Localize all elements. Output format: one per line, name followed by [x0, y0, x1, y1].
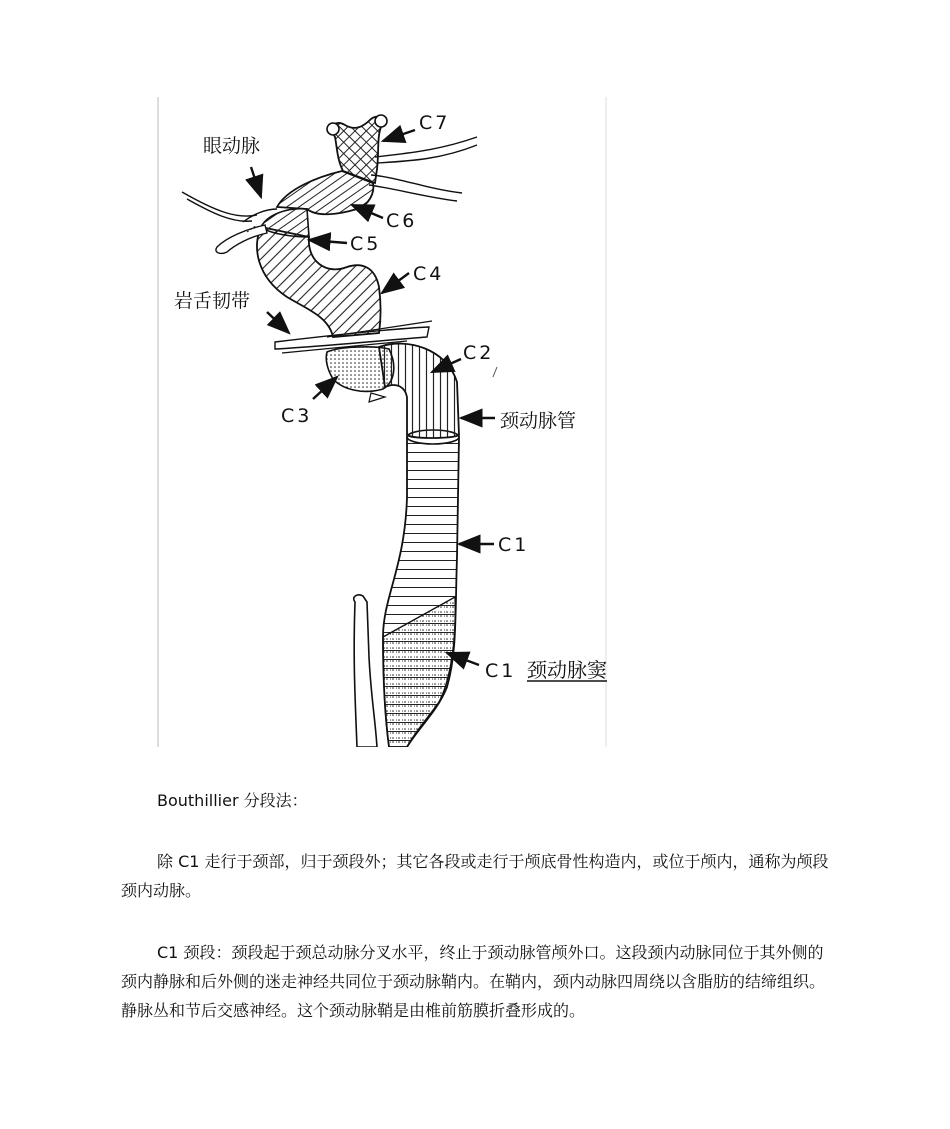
segment-c3 [326, 347, 394, 392]
arrow-c4 [382, 273, 409, 293]
arrow-petrolingual [267, 312, 289, 333]
arrow-c7 [383, 130, 415, 141]
label-c7: C7 [419, 112, 451, 134]
label-c3: C3 [281, 405, 313, 427]
section-heading: Bouthillier 分段法： [157, 791, 308, 810]
label-c5: C5 [350, 233, 382, 255]
label-carotid-sinus: 颈动脉窦 [527, 658, 607, 682]
external-carotid-artery [354, 595, 377, 747]
label-c2: C2 [463, 342, 495, 364]
c3-nub [369, 393, 385, 402]
label-c6: C6 [386, 210, 418, 232]
label-petrolingual-ligament: 岩舌韧带 [174, 290, 251, 312]
arrow-c5 [309, 240, 347, 243]
paragraph-overview: 除 C1 走行于颈部，归于颈段外；其它各段或走行于颅底骨性构造内，或位于颅内，通称为颅段颈内动脉。 [121, 852, 829, 900]
label-carotid-canal: 颈动脉管 [500, 410, 577, 432]
arrow-ophthalmic [251, 167, 261, 197]
arrow-c3 [313, 377, 337, 399]
label-c4: C4 [413, 263, 445, 285]
branch-upper [375, 137, 477, 157]
paragraph-c1-segment: C1 颈段：颈段起于颈总动脉分叉水平，终止于颈动脉管颅外口。这段颈内动脉同位于其外侧的颈内静脉和后外侧的迷走神经共同位于颈动脉鞘内。在鞘内，颈内动脉四周绕以含脂肪的结缔组织。静脉丛和节后交感神经。这个颈动脉鞘是由椎前筋膜折叠形成的。 [121, 943, 826, 1020]
label-c1-sinus-prefix: C1 [485, 660, 517, 682]
label-ophthalmic-artery: 眼动脉 [203, 135, 261, 157]
internal-carotid-artery-diagram [157, 97, 607, 747]
branch-lower [371, 175, 462, 193]
label-c1: C1 [498, 534, 530, 556]
arrow-c6 [352, 205, 383, 218]
